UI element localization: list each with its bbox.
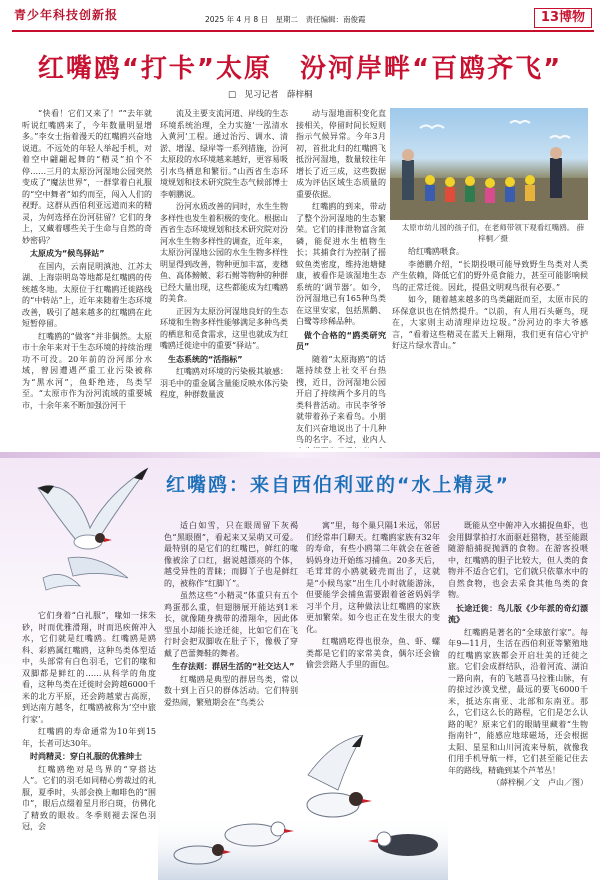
header-bar [0, 0, 600, 30]
article-byline: □ 见习记者 薛梓桐 [228, 90, 313, 100]
photo-caption-text: 太原市幼儿园的孩子们，在老师带领下观看红嘴鸥。 [401, 223, 575, 232]
paragraph: 李德鹏介绍，“长期投喂可能导致野生鸟类对人类产生依赖，降低它们的野外觅食能力，甚至可能影响候鸟的正常迁徙。因此，提倡文明观鸟很有必要。” [392, 259, 588, 292]
photo-credit: 薛梓桐／摄 [478, 223, 585, 243]
feature-column-a [22, 610, 156, 880]
paragraph: 汾河水质改善的同时，水生生物多样性也发生着积极的变化。根据山西省生态环境规划和技术研究院对汾河水生生物多样性的调查，近年来，太原汾河湿地公园的水生生物多样性明显得到改善，物种更加丰富，麦穗鱼、高体鳑鲏、彩石鲋等物种的种群已经大量出现，这些都能成为红嘴鸥的美食。 [160, 202, 288, 303]
photo-caption [400, 222, 586, 244]
subheading: 时尚精灵：穿白礼服的优雅绅士 [30, 752, 142, 761]
article-column-2 [160, 108, 288, 448]
gulls-on-water-illustration [158, 735, 448, 880]
feature-headline: 红嘴鸥：来自西伯利亚的“水上精灵” [166, 474, 510, 496]
feature-column-d [448, 520, 588, 865]
paragraph: 流及主要支流河道、岸线的生态环境系统治理，全力实施‘一泓清水入黄河’工程。通过治污、调水、清淤、增湿、绿岸等一系列措施，汾河太原段的水环境越来越好，更容易吸引水鸟栖息和繁衍。”山西省生态环境规划和技术研究院生态气候部博士李朝鹏说。 [160, 109, 288, 199]
paragraph: 红嘴鸥绝对是鸟界的“穿搭达人”。它们的羽毛如同精心剪裁过的礼服，夏季时，头部会换上咖啡色的“围巾”，眼后点缀着星月形白斑，仿佛化了精致的眼妆。冬季则褪去深色羽冠，会 [22, 764, 156, 831]
paragraph: 适白如雪，只在眼周留下灰褐色“黑眼圈”，看起来又呆萌又可爱。最特别的是它们的红嘴巴，鲜红的喙像被涂了口红，据说越漂亮的个体，越受异性的青睐；而脚丫子也是鲜红的，被称作“红脚丫”。 [164, 521, 298, 588]
paragraph: “快看！它们又来了！”“去年就听说红嘴鸥来了，今年数量明显增多。”李女士指着漫天的红嘴鸥兴奋地说道。不远处的年轻人举起手机，对着空中翩翩起舞的“精灵”拍个不停……三月的太原汾河湿地公园突然变成了“魔法世界”，一群掌着白礼服的“空中舞者”如约而至，闯入人们的视野。这群从西伯利亚远道而来的精灵，为何选择在汾河驻留？它们的身上，又藏着哪些关于生命与自然的奇妙密码？ [22, 109, 152, 245]
article-headline: 红嘴鸥“打卡”太原 汾河岸畔“百鸥齐飞” [37, 54, 563, 84]
subheading: 长途迁徙：鸟儿版《少年派的奇幻漂流》 [448, 603, 588, 624]
paragraph: 红嘴鸥是典型的群居鸟类，常以数十到上百只的群体活动。它们特别爱热闹，繁殖期会在“鸟类公 [164, 674, 298, 707]
paragraph: 在国内，云南昆明滇池、江苏太湖、上海崇明岛等地都是红嘴鸥的传统越冬地。太原位于红嘴鸥迁徙路线的“中转站”上，近年来随着生态环境改善，吸引了越来越多的红嘴鸥在此短暂停留。 [22, 261, 152, 328]
article-column-3 [296, 108, 386, 448]
page-section-tag: 13博物 [534, 8, 592, 28]
paragraph: 虽然这些“小精灵”体重只有五个鸡蛋那么重，但翅膀展开能达到1米长，就像随身携带的滑翔伞，因此体型虽小却能长途迁徙，比如它们在飞行时会把双脚收在肚子下，像极了穿戴了芭蕾舞鞋的舞者。 [164, 591, 298, 658]
paragraph: 给红嘴鸥喂食。 [408, 247, 464, 256]
paragraph: 随着“太原海鸥”的话题持续登上社交平台热搜，近日，汾河湿地公园开启了持续两个多月的鸟类科普活动。市民李爷爷就带着孙子来看鸟。小朋友们兴奋地说出了十几种鸟的名字。不过，业内人 [296, 354, 386, 444]
subheading: 做个合格的“鸥类研究员” [296, 330, 386, 351]
feature-column-c [306, 520, 440, 730]
paragraph: 红嘴鸥是著名的“全球旅行家”。每年9—11月，生活在西伯利亚等繁殖地的红嘴鸥家族都会开启壮美的迁徙之旅。它们会成群结队，沿着河流、湖泊一路向南，有的飞越喜马拉雅山脉，有的掠过沙漠戈壁，最远的要飞6000千米，抵达东南亚、北部和东南亚。那么，它们这么长的路程，它们是怎么认路的呢？原来它们的眼睛里藏着“生物指南针”，能感应地球磁场，还会根据太阳、星星和山川河流来导航，就像我们用手机导航一样，它们甚至能记住去年的路线，精确到某个芦苇丛！ [448, 627, 588, 775]
subheading: 生存法则：群居生活的“社交达人” [172, 662, 295, 671]
paragraph: 红嘴鸥的到来，带动了整个汾河湿地的生态繁荣。它们的排泄物富含氮磷，能促进水生植物生长；其捕食行为控制了摇蚊鱼类密度，维持池塘健康，被看作是该湿地生态系统的‘调节器’。如今，汾河湿地已有165种鸟类在这里安家，包括黑鹳、白鹭等珍稀品种。 [296, 202, 386, 326]
article-column-1 [22, 108, 152, 448]
paragraph: 正因为太原汾河湿地良好的生态环境和生物多样性能够满足多种鸟类的栖息和觅食需求，这里也就成为红嘴鸥迁徙途中的重要“驿站”。 [160, 306, 288, 350]
flying-gull-illustration [28, 458, 158, 608]
date-line: 2025 年 4 月 8 日 星期二 责任编辑：南俊霞 [205, 15, 366, 24]
paragraph: 红嘴鸥对环境的污染极其敏感：羽毛中的重金属含量能反映水体污染程度，种群数量波 [160, 367, 288, 399]
credit-line: （薛梓桐／文 卢山／图） [492, 778, 588, 787]
masthead: 青少年科技创新报 [14, 8, 119, 22]
paragraph: 红嘴鸥的“做客”并非偶然。太原市十余年来对于生态环境的持续治理功不可没。20年前的汾河部分水域，曾因遭遇严重工业污染被称为“黑水河”，鱼虾绝迹，鸟类罕至。“太原市作为汾河流域的重要城市，十余年来不断加强汾河干 [22, 331, 152, 410]
paragraph: 寓”里，每个巢只隔1米远，邻居们经常串门聊天。红嘴鸥家族有32年的寿命，有些小鸥第二年就会在爸爸妈妈身边开始练习捕鱼。20多天后，毛茸茸的小鸥就破壳而出了，这就是“小候鸟家”出生几小时就能游泳，但要能学会捕鱼需要跟着爸爸妈妈学习半个月，这种做法让红嘴鸥的家族更加繁荣。如今也正在发生很大的变化。 [306, 521, 440, 634]
paragraph: 红嘴鸥的寿命通常为10年到15年，长者可达30年。 [22, 727, 156, 748]
paragraph: 既能从空中俯冲入水捕捉鱼虾，也会用脚掌拍打水面驱赶猎物，甚至能跟随游船捕捉抛洒的食物。在游客投喂中，红嘴鸥的胆子比较大，但人类的食物并不适合它们，它们就只依靠水中的自然食物，也会去采食其他鸟类的食物。 [448, 521, 588, 599]
paragraph: 红嘴鸥吃得也很杂，鱼、虾、螺类都是它们的家常美食，偶尔还会偷偷尝尝路人手里的面包。 [306, 637, 440, 669]
paragraph: 它们身着“白礼服”，喙如一抹朱砂，时而优雅滑翔，时而迅疾俯冲入水，它们就是红嘴鸥。红嘴鸥是鸥科、彩鸥属红嘴鸥，这种鸟类体型适中，头部常有白色羽毛，它们的喙和双脚都是鲜红的……从科学的角度看，这种鸟类在迁徙时会跨越6000千米的北方平原，还会跨越蒙古高原，到达南方越冬，红嘴鸥被称为‘空中旅行家’。 [22, 611, 156, 724]
article-column-4 [392, 246, 588, 446]
paragraph: 动与湿地面积变化直接相关，停留时间长短则指示气候异常。今年3月初，首批北归的红嘴鸥飞抵汾河湿地，数量较往年增长了近三成，这些数据成为评估区域生态质量的重要依据。 [296, 109, 386, 199]
subheading: 太原成为“候鸟驿站” [30, 249, 105, 258]
header-rule [12, 30, 594, 32]
kids-watching-gulls-photo [390, 108, 588, 220]
subheading: 生态系统的“活指标” [168, 354, 243, 364]
paragraph: 如今，随着越来越多的鸟类翩跹而至，太原市民的环保意识也在悄然提升。“以前，有人用石头砸鸟，现在，大家则主动清理岸边垃圾。”汾河边的李大爷感言，“看着这些精灵在蓝天上翱翔，我们更有信心守护好这片绿水青山。” [392, 295, 588, 350]
